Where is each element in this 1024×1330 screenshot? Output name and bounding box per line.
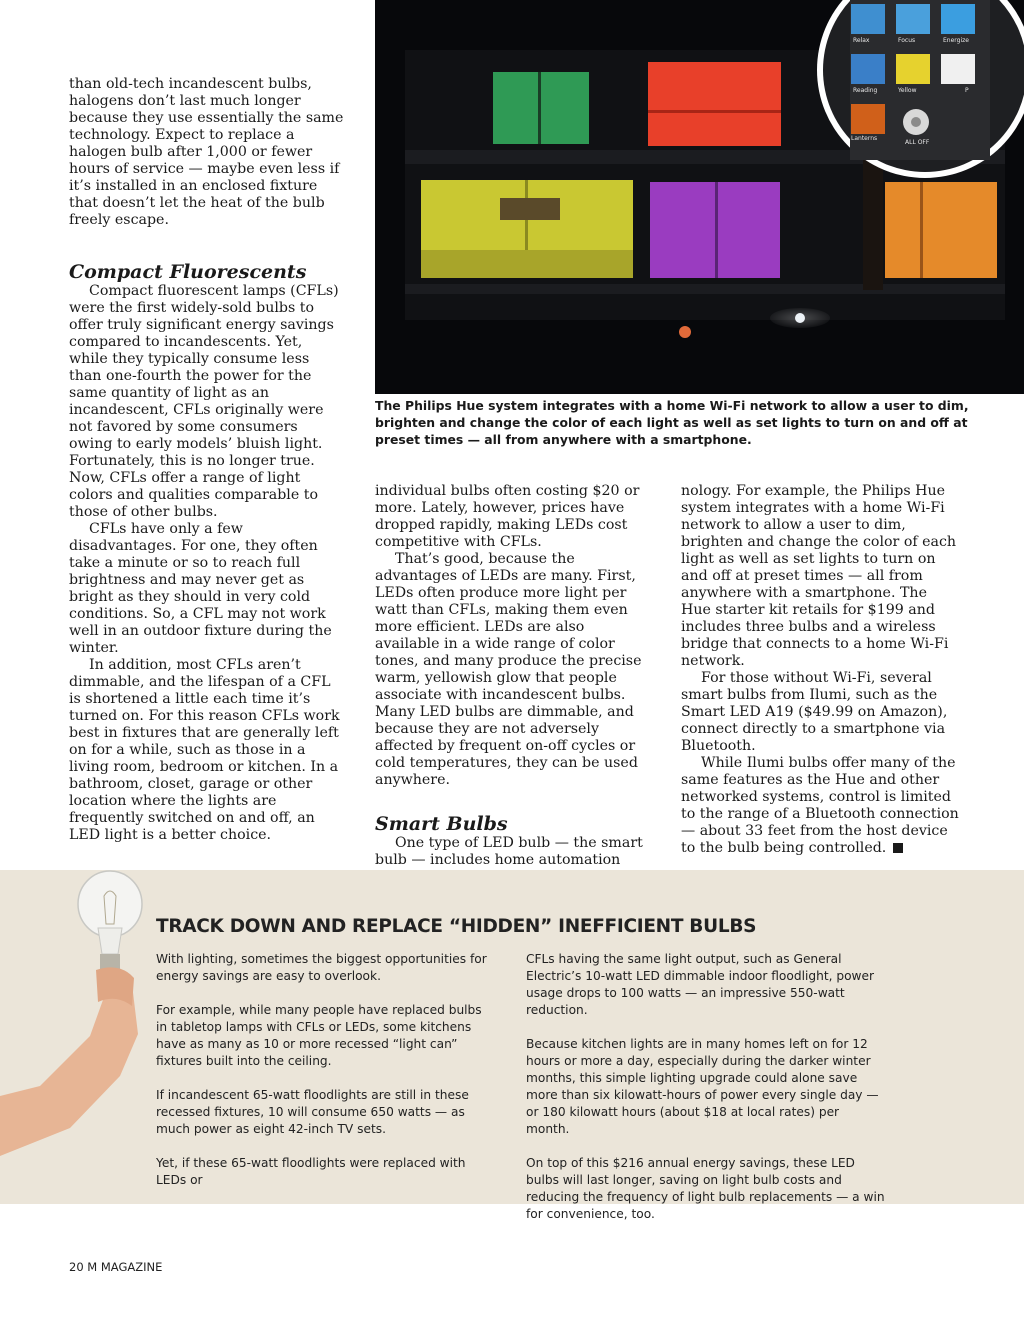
paragraph-ilumi: For those without Wi-Fi, several smart bulbs from Ilumi, such as the Smart LED A19 ($49.99 on Amazon), connect directly to a smartphone via Bluetooth. [681,670,948,754]
app-label-lanterns: Lanterns [851,135,878,142]
heading-smart-bulbs: Smart Bulbs [375,813,508,835]
paragraph-cfl-1: Compact fluorescent lamps (CFLs) were the first widely-sold bulbs to offer truly significant energy savings compared to incandescents. Yet, while they typically consume less than one-fourth the power for the same quantity of light as an incandescent, CFLs originally were not favored by some consumers owing to early models’ bluish light. Fortunately, this is no longer true. Now, CFLs offer a range of light colors and qualities comparable to those of other bulbs. [69,283,339,520]
column-3 [681,483,959,857]
red-room-window [648,62,781,146]
energize-tile [941,4,975,34]
sidebar-paragraph: If incandescent 65-watt floodlights are still in these recessed fixtures, 10 will consume 650 watts — as much power as eight 42-inch TV sets. [156,1088,469,1136]
app-label-reading: Reading [853,87,878,94]
paragraph-cfl-3: In addition, most CFLs aren’t dimmable, and the lifespan of a CFL is shortened a little each time it’s turned on. For this reason CFLs work best in fixtures that are generally left on for a while, such as those in a living room, bedroom or kitchen. In a bathroom, closet, garage or other location where the lights are frequently switched on and off, an LED light is a better choice. [69,657,340,843]
paragraph-cfl-2: CFLs have only a few disadvantages. For one, they often take a minute or so to reach full brightness and may never get as bright as they should in very cold conditions. So, a CFL may not work well in an outdoor fixture during the winter. [69,521,332,656]
app-label-energize: Energize [943,37,969,44]
yellow-tile [896,54,930,84]
lanterns-tile [851,104,885,134]
app-label-yellow: Yellow [898,87,917,94]
sidebar-paragraph: Yet, if these 65-watt floodlights were replaced with LEDs or [156,1156,466,1187]
philips-hue-photo [375,0,1024,394]
reading-tile [851,54,885,84]
focus-tile [896,4,930,34]
sidebar-right-column [526,951,886,1240]
paragraph-led-price: individual bulbs often costing $20 or more. Lately, however, prices have dropped rapidly, making LEDs cost competitive with CFLs. [375,483,640,550]
hand-holding-bulb-illustration [0,866,150,1206]
paragraph-bluetooth [681,755,959,857]
paragraph-led-advantages: That’s good, because the advantages of LEDs are many. First, LEDs often produce more light per watt than CFLs, making them even more efficient. LEDs are also available in a wide range of color tones, and many produce the precise warm, yellowish glow that people associate with incandescent bulbs. Many LED bulbs are dimmable, and because they are not adversely affected by frequent on-off cycles or cold temperatures, they can be used anywhere. [375,551,642,788]
sidebar-left-column [156,951,496,1206]
column-1 [69,76,345,941]
sidebar-paragraph: With lighting, sometimes the biggest opportunities for energy savings are easy to overlook. [156,952,487,983]
app-label-all-off: ALL OFF [905,139,930,146]
heading-compact-fluorescents: Compact Fluorescents [69,261,307,283]
photo-caption: The Philips Hue system integrates with a home Wi-Fi network to allow a user to dim, brighten and change the color of each light as well as set lights to turn on and off at preset times — all from anywhere with a smartphone. [375,398,969,447]
app-label-p: P [965,87,969,94]
end-mark-icon [893,843,903,853]
paragraph-bluetooth-text: While Ilumi bulbs offer many of the same features as the Hue and other networked systems, control is limited to the range of a Bluetooth connection — about 33 feet from the host device to the bulb being controlled. [681,755,959,856]
sidebar-title: TRACK DOWN AND REPLACE “HIDDEN” INEFFICIENT BULBS [156,916,757,937]
app-label-relax: Relax [853,37,870,44]
sidebar-paragraph: CFLs having the same light output, such as General Electric’s 10-watt LED dimmable indoor floodlight, power usage drops to 100 watts — an impressive 550-watt reduction. [526,952,875,1017]
sidebar-paragraph: On top of this $216 annual energy savings, these LED bulbs will last longer, saving on light bulb costs and reducing the frequency of light bulb replacements — a win for convenience, too. [526,1156,885,1221]
app-label-focus: Focus [898,37,916,44]
house-night-illustration [375,0,1024,394]
p-tile [941,54,975,84]
paragraph-smart-1: One type of LED bulb — the smart bulb — includes home automation [375,835,643,868]
paragraph-hue: nology. For example, the Philips Hue system integrates with a home Wi-Fi network to allow a user to dim, brighten and change the color of each light as well as set lights to turn on and off at preset times — all from anywhere with a smartphone. The Hue starter kit retails for $199 and includes three bulbs and a wireless bridge that connects to a home Wi-Fi network. [681,483,957,669]
sidebar-paragraph: Because kitchen lights are in many homes left on for 12 hours or more a day, especially during the darker winter months, this simple lighting upgrade could alone save more than six kilowatt-hours of power every single day — or 180 kilowatt hours (about $18 at local rates) per month. [526,1037,879,1136]
paragraph-halogen: than old-tech incandescent bulbs, halogens don’t last much longer because they use essentially the same technology. Expect to replace a halogen bulb after 1,000 or fewer hours of service — maybe even less if it’s installed in an enclosed fixture that doesn’t let the heat of the bulb freely escape. [69,76,344,228]
sidebar-paragraph: For example, while many people have replaced bulbs in tabletop lamps with CFLs or LEDs, some kitchens have as many as 10 or more recessed “light can” fixtures built into the ceiling. [156,1003,482,1068]
relax-tile [851,4,885,34]
orange-room-window [885,182,997,278]
page-footer: 20 M MAGAZINE [69,1260,163,1274]
column-2 [375,483,653,886]
